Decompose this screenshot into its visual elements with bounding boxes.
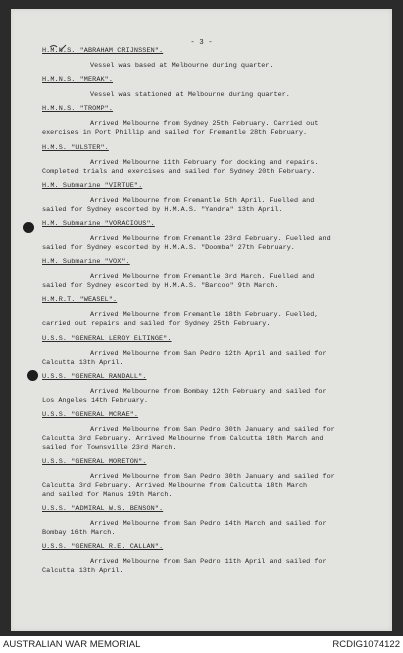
page-number: - 3 - [190, 39, 213, 47]
report-line: Arrived Melbourne from Fremantle 5th April. Fuelled and [90, 196, 315, 205]
report-line: Arrived Melbourne from Fremantle 3rd March. Fuelled and [90, 273, 315, 282]
ship-entry [42, 505, 379, 538]
report-line: and sailed for Manus 19th March. [42, 491, 173, 500]
ship-report [42, 62, 379, 71]
ship-report [42, 473, 379, 500]
ship-report [42, 159, 379, 177]
report-line: Vessel was stationed at Melbourne during quarter. [90, 91, 290, 100]
ship-heading: H.M.R.T. "WEASEL". [42, 296, 118, 305]
footer-bar [0, 636, 403, 653]
ship-heading: U.S.S. "GENERAL LEROY ELTINGE". [42, 334, 172, 343]
ship-heading: H.M. Submarine "VOX". [42, 258, 130, 267]
ship-entry [42, 258, 379, 291]
report-line: Calcutta 13th April. [42, 567, 124, 576]
ship-entry [42, 411, 379, 453]
ship-entry [42, 543, 379, 576]
ship-report [42, 91, 379, 100]
ship-report [42, 388, 379, 406]
report-line: Completed trials and exercises and sailed for Sydney 20th February. [42, 167, 316, 176]
ship-heading: H.M. Submarine "VORACIOUS". [42, 219, 155, 228]
ship-report [42, 350, 379, 368]
report-line: sailed for Sydney escorted by H.M.A.S. "Doomba" 27th February. [42, 243, 295, 252]
report-line: Arrived Melbourne from Fremantle 23rd February. Fuelled and [90, 234, 331, 243]
report-line: carried out repairs and sailed for Sydney 25th February. [42, 320, 271, 329]
punch-hole-top [23, 222, 34, 233]
ship-report [42, 197, 379, 215]
ship-heading: H.M.N.S. "MERAK". [42, 76, 114, 85]
ship-heading: H.M.S. "ULSTER". [42, 143, 109, 152]
ship-entry [42, 296, 379, 329]
report-line: sailed for Sydney escorted by H.M.A.S. "Barcoo" 9th March. [42, 282, 279, 291]
ship-heading: U.S.S. "GENERAL RANDALL". [42, 372, 147, 381]
ship-heading: U.S.S. "GENERAL R.E. CALLAN". [42, 543, 164, 552]
report-line: Arrived Melbourne from San Pedro 30th January and sailed for [90, 473, 335, 482]
footer-source: AUSTRALIAN WAR MEMORIAL [3, 639, 141, 650]
ship-report [42, 558, 379, 576]
ship-heading: U.S.S. "GENERAL MORETON". [42, 458, 147, 467]
ship-heading: U.S.S. "GENERAL MCRAE". [42, 410, 139, 419]
report-line: Arrived Melbourne from San Pedro 14th March and sailed for [90, 520, 327, 529]
ship-heading: U.S.S. "ADMIRAL W.S. BENSON". [42, 505, 164, 514]
report-line: Bombay 16th March. [42, 529, 116, 538]
ship-heading: H.M.N.S. "TROMP". [42, 105, 114, 114]
report-line: Arrived Melbourne from Sydney 25th February. Carried out [90, 120, 319, 129]
ship-report [42, 520, 379, 538]
report-line: Arrived Melbourne from Fremantle 18th February. Fuelled, [90, 311, 319, 320]
ship-report [42, 273, 379, 291]
report-line: Calcutta 3rd February. Arrived Melbourne from Calcutta 18th March [42, 482, 308, 491]
ship-entry [42, 47, 379, 71]
ship-report [42, 311, 379, 329]
footer-record-id: RCDIG1074122 [332, 639, 400, 650]
ship-report [42, 120, 379, 138]
ship-entry [42, 144, 379, 177]
report-line: sailed for Sydney escorted by H.M.A.S. "Yandra" 13th April. [42, 205, 283, 214]
report-line: Arrived Melbourne from San Pedro 30th January and sailed for [90, 425, 335, 434]
report-line: Los Angeles 14th February. [42, 396, 149, 405]
report-line: Arrived Melbourne from San Pedro 11th April and sailed for [90, 558, 327, 567]
ship-entry [42, 105, 379, 138]
ship-heading: H.M. Submarine "VIRTUE". [42, 181, 143, 190]
ship-entry [42, 182, 379, 215]
ship-report [42, 426, 379, 453]
ship-entry [42, 373, 379, 406]
report-line: Arrived Melbourne from San Pedro 12th April and sailed for [90, 349, 327, 358]
punch-hole-bottom [27, 370, 38, 381]
ship-entry [42, 335, 379, 368]
document-content [42, 47, 379, 582]
report-line: Arrived Melbourne 11th February for docking and repairs. [90, 158, 319, 167]
ship-heading: H.M.N.S. "ABRAHAM CRIJNSSEN". [42, 47, 164, 55]
ship-entry [42, 220, 379, 253]
report-line: Calcutta 13th April. [42, 358, 124, 367]
ship-entry [42, 458, 379, 500]
report-line: sailed for Townsville 23rd March. [42, 443, 177, 452]
ship-report [42, 235, 379, 253]
ship-entry [42, 76, 379, 100]
report-line: Arrived Melbourne from Bombay 12th February and sailed for [90, 387, 327, 396]
report-line: Calcutta 3rd February. Arrived Melbourne from Calcutta 18th March and [42, 434, 324, 443]
report-line: exercises in Port Phillip and sailed for Fremantle 28th February. [42, 129, 308, 138]
report-line: Vessel was based at Melbourne during quarter. [90, 62, 274, 70]
